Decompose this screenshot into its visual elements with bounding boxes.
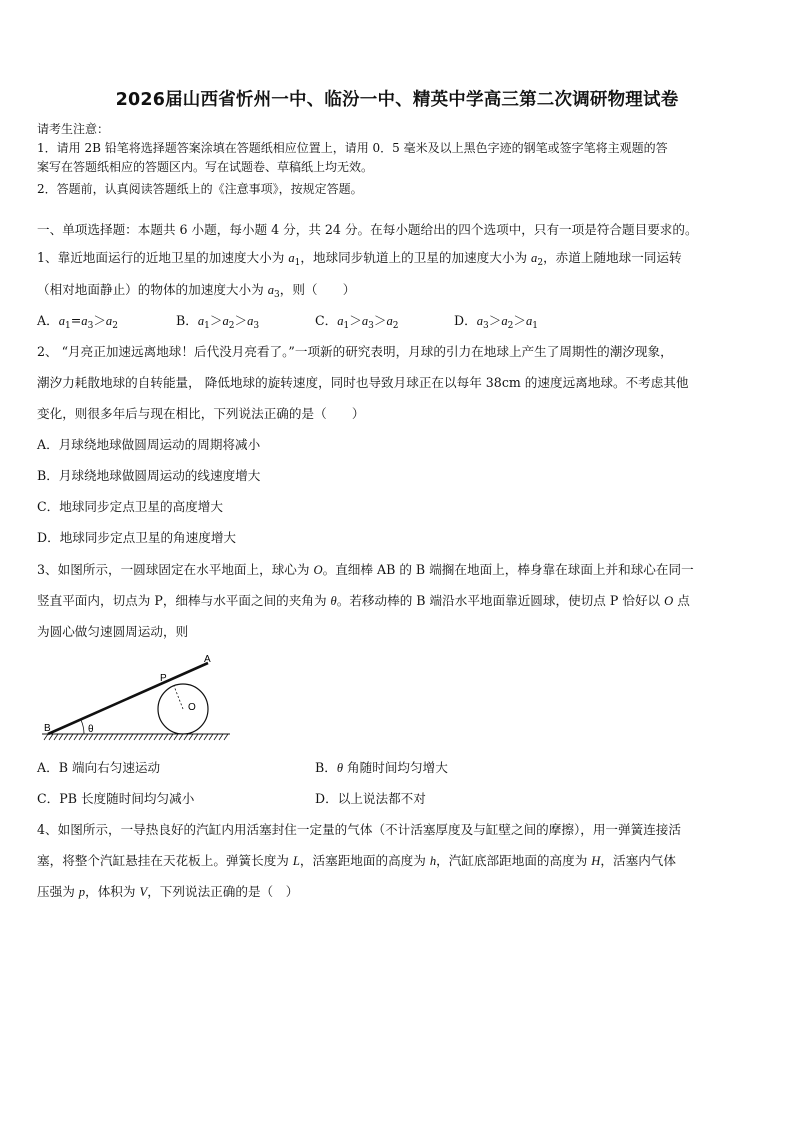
exam-title: 2026届山西省忻州一中、临汾一中、精英中学高三第二次调研物理试卷 bbox=[115, 90, 679, 110]
question-1-line-1: 1、靠近地面运行的近地卫星的加速度大小为 $a_1$，地球同步轨道上的卫星的加速度大小为 $a_2$，赤道上随地球一同运转 bbox=[37, 250, 682, 268]
question-1-line-2: （相对地面静止）的物体的加速度大小为 $a_3$，则（ ） bbox=[37, 282, 356, 300]
question-2-option-d: D．地球同步定点卫星的角速度增大 bbox=[37, 530, 237, 545]
question-1-option-c: C．$a_1>a_3>a_2$ bbox=[315, 313, 399, 331]
notice-item-2: 2．答题前，认真阅读答题纸上的《注意事项》，按规定答题。 bbox=[37, 182, 363, 196]
section-1-heading: 一、单项选择题：本题共 6 小题，每小题 4 分，共 24 分。在每小题给出的四个选项中，只有一项是符合题目要求的。 bbox=[37, 222, 698, 237]
label-theta: θ bbox=[88, 724, 94, 735]
radius-op bbox=[174, 686, 183, 709]
question-3-option-d: D．以上说法都不对 bbox=[315, 791, 426, 806]
question-2-option-c: C．地球同步定点卫星的高度增大 bbox=[37, 499, 223, 514]
question-1-option-b: B．$a_1>a_2>a_3$ bbox=[176, 313, 260, 331]
question-3-line-3: 为圆心做匀速圆周运动，则 bbox=[37, 624, 189, 639]
question-2-line-1: 2、 “月亮正加速远离地球！后代没月亮看了。”一项新的研究表明，月球的引力在地球上产生了周期性的潮汐现象， bbox=[37, 344, 673, 359]
angle-arc bbox=[81, 720, 84, 734]
question-3-figure bbox=[40, 650, 240, 746]
question-2-line-3: 变化，则很多年后与现在相比，下列说法正确的是（ ） bbox=[37, 406, 365, 421]
label-a: A bbox=[204, 654, 211, 665]
question-4-line-3: 压强为 p，体积为 V，下列说法正确的是（ ） bbox=[37, 884, 299, 899]
notice-heading: 请考生注意： bbox=[37, 122, 110, 136]
question-4-line-1: 4、如图所示，一导热良好的汽缸内用活塞封住一定量的气体（不计活塞厚度及与缸壁之间的摩擦），用一弹簧连接活 bbox=[37, 822, 681, 837]
question-3-line-1: 3、如图所示，一圆球固定在水平地面上，球心为 O。直细棒 AB 的 B 端搁在地面上，棒身靠在球面上并和球心在同一 bbox=[37, 562, 694, 577]
question-2-option-b: B．月球绕地球做圆周运动的线速度增大 bbox=[37, 468, 261, 483]
question-3-option-a: A．B 端向右匀速运动 bbox=[37, 760, 161, 775]
question-3-option-b: B．θ 角随时间均匀增大 bbox=[315, 760, 448, 775]
rod-ab bbox=[48, 663, 208, 734]
question-4-line-2: 塞，将整个汽缸悬挂在天花板上。弹簧长度为 L，活塞距地面的高度为 h，汽缸底部距地面的高度为 H，活塞内气体 bbox=[37, 853, 676, 868]
question-1-option-d: D．$a_3>a_2>a_1$ bbox=[454, 313, 538, 331]
label-o: O bbox=[188, 702, 196, 713]
question-2-option-a: A．月球绕地球做圆周运动的周期将减小 bbox=[37, 437, 261, 452]
label-p: P bbox=[160, 673, 167, 684]
label-b: B bbox=[44, 723, 51, 734]
ground-hatching bbox=[44, 734, 228, 740]
question-3-option-c: C．PB 长度随时间均匀减小 bbox=[37, 791, 195, 806]
notice-item-1-line-2: 案写在答题纸相应的答题区内。写在试题卷、草稿纸上均无效。 bbox=[37, 160, 374, 174]
question-1-option-a: A．$a_1=a_3>a_2$ bbox=[37, 313, 118, 331]
notice-item-1-line-1: 1．请用 2B 铅笔将选择题答案涂填在答题纸相应位置上，请用 0．5 毫米及以上黑色字迹的钢笔或签字笔将主观题的答 bbox=[37, 141, 668, 155]
question-2-line-2: 潮汐力耗散地球的自转能量， 降低地球的旋转速度，同时也导致月球正在以每年 38cm 的速度远离地球。不考虑其他 bbox=[37, 375, 689, 390]
question-3-line-2: 竖直平面内，切点为 P，细棒与水平面之间的夹角为 θ。若移动棒的 B 端沿水平地面靠近圆球，使切点 P 恰好以 O 点 bbox=[37, 593, 690, 608]
